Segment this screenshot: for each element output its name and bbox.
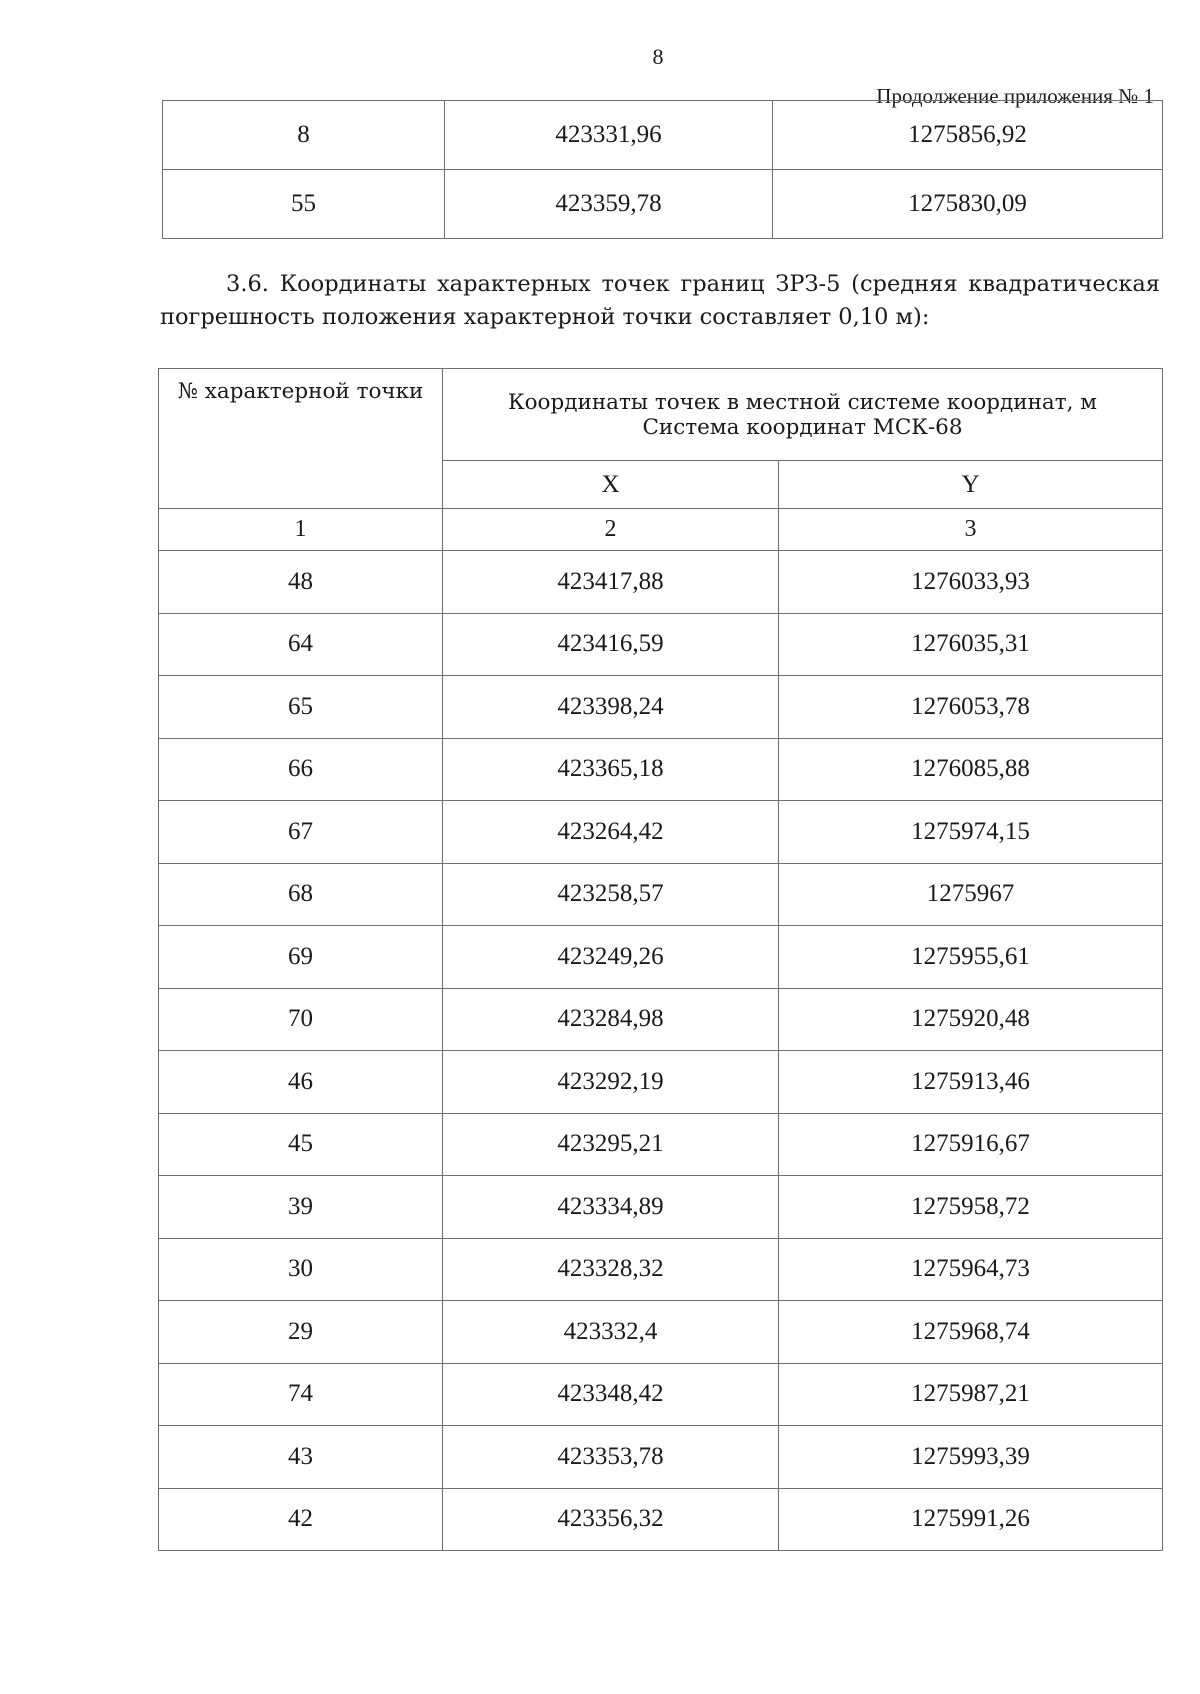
header-coordinates: [443, 369, 1163, 461]
y-coordinate-cell: 1275968,74: [779, 1301, 1163, 1364]
table-row: [159, 613, 1163, 676]
x-coordinate-cell: 423292,19: [443, 1051, 779, 1114]
point-number-cell: 30: [159, 1238, 443, 1301]
table-row: [159, 1301, 1163, 1364]
x-coordinate-cell: 423356,32: [443, 1488, 779, 1551]
header-coordinates-line1: Координаты точек в местной системе координат, м: [507, 389, 1098, 415]
column-number-3: 3: [779, 509, 1163, 551]
x-coordinate-cell: 423284,98: [443, 988, 779, 1051]
table-row: [159, 1176, 1163, 1239]
y-coordinate-cell: 1276035,31: [779, 613, 1163, 676]
point-number-cell: 74: [159, 1363, 443, 1426]
x-coordinate-cell: 423416,59: [443, 613, 779, 676]
point-number-cell: 29: [159, 1301, 443, 1364]
x-coordinate-cell: 423334,89: [443, 1176, 779, 1239]
y-coordinate-cell: 1276033,93: [779, 551, 1163, 614]
y-coordinate-cell: 1275830,09: [773, 170, 1163, 239]
point-number-cell: 66: [159, 738, 443, 801]
y-coordinate-cell: 1275856,92: [773, 101, 1163, 170]
point-number-cell: 69: [159, 926, 443, 989]
y-coordinate-cell: 1275955,61: [779, 926, 1163, 989]
table-row: [159, 1238, 1163, 1301]
table-row: [159, 1363, 1163, 1426]
table-row: [159, 1113, 1163, 1176]
point-number-cell: 39: [159, 1176, 443, 1239]
point-number-cell: 45: [159, 1113, 443, 1176]
table-row: [159, 1051, 1163, 1114]
x-coordinate-cell: 423331,96: [445, 101, 773, 170]
x-coordinate-cell: 423249,26: [443, 926, 779, 989]
y-coordinate-cell: 1275916,67: [779, 1113, 1163, 1176]
table-row: [159, 863, 1163, 926]
point-number-cell: 65: [159, 676, 443, 739]
x-coordinate-cell: 423328,32: [443, 1238, 779, 1301]
x-coordinate-cell: 423359,78: [445, 170, 773, 239]
point-number-cell: 43: [159, 1426, 443, 1489]
x-coordinate-cell: 423398,24: [443, 676, 779, 739]
table-row: [159, 926, 1163, 989]
y-coordinate-cell: 1275987,21: [779, 1363, 1163, 1426]
x-coordinate-cell: 423365,18: [443, 738, 779, 801]
y-coordinate-cell: 1276053,78: [779, 676, 1163, 739]
point-number-cell: 67: [159, 801, 443, 864]
point-number-cell: 42: [159, 1488, 443, 1551]
x-coordinate-cell: 423353,78: [443, 1426, 779, 1489]
y-coordinate-cell: 1275974,15: [779, 801, 1163, 864]
x-coordinate-cell: 423348,42: [443, 1363, 779, 1426]
table-row: [159, 801, 1163, 864]
point-number-cell: 48: [159, 551, 443, 614]
point-number-cell: 55: [163, 170, 445, 239]
section-paragraph: [160, 268, 1160, 334]
y-coordinate-cell: 1275964,73: [779, 1238, 1163, 1301]
y-coordinate-cell: 1275993,39: [779, 1426, 1163, 1489]
header-x: X: [443, 461, 779, 509]
point-number-cell: 70: [159, 988, 443, 1051]
coordinates-table: [158, 368, 1163, 1551]
y-coordinate-cell: 1275958,72: [779, 1176, 1163, 1239]
column-number-1: 1: [159, 509, 443, 551]
table-row: [159, 988, 1163, 1051]
point-number-cell: 68: [159, 863, 443, 926]
table-row: [159, 738, 1163, 801]
y-coordinate-cell: 1275991,26: [779, 1488, 1163, 1551]
header-coordinates-line2: Система координат МСК-68: [642, 414, 963, 440]
page-number: 8: [652, 44, 664, 69]
x-coordinate-cell: 423417,88: [443, 551, 779, 614]
point-number-cell: 8: [163, 101, 445, 170]
x-coordinate-cell: 423264,42: [443, 801, 779, 864]
y-coordinate-cell: 1275920,48: [779, 988, 1163, 1051]
table-row: [159, 676, 1163, 739]
y-coordinate-cell: 1275913,46: [779, 1051, 1163, 1114]
continuation-note: Продолжение приложения № 1: [876, 84, 1154, 108]
table-row: [159, 551, 1163, 614]
table-row: [159, 1488, 1163, 1551]
table-row: [163, 170, 1163, 239]
header-point-number: № характерной точки: [159, 369, 443, 509]
x-coordinate-cell: 423332,4: [443, 1301, 779, 1364]
header-y: Y: [779, 461, 1163, 509]
y-coordinate-cell: 1275967: [779, 863, 1163, 926]
x-coordinate-cell: 423295,21: [443, 1113, 779, 1176]
table-row: [163, 101, 1163, 170]
table-row: [159, 1426, 1163, 1489]
top-coordinates-table: [162, 100, 1163, 239]
section-paragraph-text: 3.6. Координаты характерных точек границ ЗРЗ-5 (средняя квадратическая погрешность положения характерной точки составляет 0,10 м):: [160, 271, 1160, 330]
column-number-2: 2: [443, 509, 779, 551]
x-coordinate-cell: 423258,57: [443, 863, 779, 926]
y-coordinate-cell: 1276085,88: [779, 738, 1163, 801]
point-number-cell: 46: [159, 1051, 443, 1114]
point-number-cell: 64: [159, 613, 443, 676]
